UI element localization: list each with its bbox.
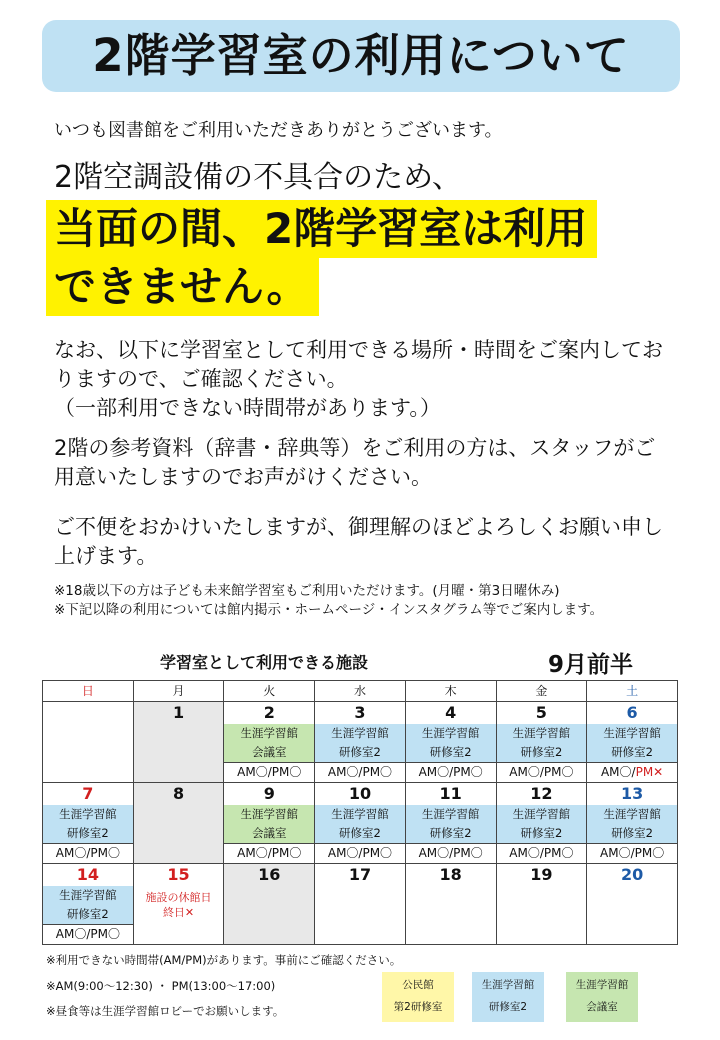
day-number: 2 [263,703,275,722]
facility-name: 生涯学習館 [331,726,389,740]
calendar-day [43,864,134,945]
calendar-day [587,783,678,864]
page-title: 2階学習室の利用について [42,20,680,92]
day-number: 11 [439,784,462,803]
highlight-line-2: できません。 [46,258,319,316]
closed-all-day: 終日✕ [162,906,195,919]
calendar-day [496,864,587,945]
facility-room: 会議室 [252,826,287,840]
facility-name: 生涯学習館 [240,726,298,740]
ampm-status: AM〇/PM〇 [224,843,314,863]
calendar-day [315,702,406,783]
calendar-day [224,702,315,783]
weekday-tue: 火 [224,681,315,702]
facility-label [43,805,133,843]
calendar-title: 学習室として利用できる施設 [160,653,369,672]
facility-label [497,805,587,843]
calendar-day [224,864,315,945]
facility-label [406,724,496,762]
day-number: 16 [258,865,281,884]
lead-text: 2階空調設備の不具合のため、 [54,160,462,195]
facility-label [43,886,133,924]
paragraph-reference-materials: 2階の参考資料（辞書・辞典等）をご利用の方は、スタッフがご用意いたしますのでお声がけください。 [54,436,656,489]
facility-label [406,805,496,843]
day-number: 12 [530,784,553,803]
calendar-week-3 [43,864,678,945]
calendar-day [405,702,496,783]
weekday-fri: 金 [496,681,587,702]
calendar-day [133,702,224,783]
weekday-sun: 日 [43,681,134,702]
facility-name: 生涯学習館 [240,807,298,821]
paragraph-guidance-note: （一部利用できない時間帯があります。） [54,396,441,420]
legend-room: 研修室2 [488,1001,528,1013]
weekday-sat: 土 [587,681,678,702]
calendar-day [496,783,587,864]
ampm-status [587,762,677,782]
closed-day-notice [134,890,224,920]
day-number: 8 [172,784,185,803]
ampm-status: AM〇/PM〇 [224,762,314,782]
day-number: 19 [530,865,553,884]
footer-note-hours: ※AM(9:00～12:30) ・ PM(13:00～17:00) [46,979,276,993]
facility-label [587,724,677,762]
calendar-day [133,783,224,864]
facility-room: 研修室2 [66,826,109,840]
calendar-period: 9月前半 [548,652,634,678]
day-number: 5 [535,703,547,722]
legend-lifelong-learning-meeting-room [566,972,638,1022]
day-number: 20 [620,865,644,884]
facility-room: 研修室2 [429,745,472,759]
weekday-header-row [43,681,678,702]
legend-label: 生涯学習館 [481,979,535,991]
calendar-day-empty [43,702,134,783]
facility-name: 生涯学習館 [512,807,571,821]
day-number: 9 [263,784,275,803]
calendar-day [405,864,496,945]
facility-label [497,724,587,762]
calendar-day [224,783,315,864]
weekday-mon: 月 [133,681,224,702]
day-number: 6 [626,703,638,722]
facility-room: 会議室 [252,745,287,759]
calendar-day [587,864,678,945]
paragraph-guidance: なお、以下に学習室として利用できる場所・時間をご案内しておりますので、ご確認ください。 [54,338,663,391]
calendar-day [43,783,134,864]
calendar-day [133,864,224,945]
day-number: 10 [348,784,372,803]
legend-kominkan [382,972,454,1022]
day-number: 3 [354,703,366,722]
day-number: 1 [172,703,185,722]
facility-room: 研修室2 [429,826,472,840]
ampm-status: AM〇/PM〇 [406,843,496,863]
calendar-day [587,702,678,783]
calendar-day [405,783,496,864]
availability-calendar [42,680,678,945]
facility-name: 生涯学習館 [421,807,480,821]
facility-name: 生涯学習館 [603,807,661,821]
facility-name: 生涯学習館 [331,807,389,821]
pm-unavailable: PM✕ [635,765,664,779]
note-children-study-room: ※18歳以下の方は子ども未来館学習室もご利用いただけます。(月曜・第3日曜休み) [54,583,560,599]
facility-room: 研修室2 [66,907,109,921]
day-number: 15 [167,865,190,884]
legend-room: 会議室 [586,1001,618,1013]
day-number: 18 [439,865,462,884]
day-number: 4 [445,703,457,722]
calendar-day [315,783,406,864]
footer-note-lunch: ※昼食等は生涯学習館ロビーでお願いします。 [46,1004,285,1018]
ampm-status: AM〇/PM〇 [315,843,405,863]
notes-block [54,582,603,620]
day-number: 17 [348,865,372,884]
facility-name: 生涯学習館 [512,726,571,740]
legend-lifelong-learning-room2 [472,972,544,1022]
ampm-status: AM〇/PM〇 [43,924,133,944]
facility-name: 生涯学習館 [603,726,661,740]
paragraph-apology: ご不便をおかけいたしますが、御理解のほどよろしくお願い申し上げます。 [54,515,663,568]
day-number: 14 [76,865,99,884]
facility-room: 研修室2 [339,745,381,759]
ampm-status: AM〇/PM〇 [43,843,133,863]
facility-label [315,805,405,843]
calendar-day [315,864,406,945]
ampm-status: AM〇/PM〇 [587,843,677,863]
ampm-status: AM〇/PM〇 [497,762,587,782]
greeting-text: いつも図書館をご利用いただきありがとうございます。 [54,120,503,141]
facility-room: 研修室2 [339,826,381,840]
note-future-info: ※下記以降の利用については館内掲示・ホームページ・インスタグラム等でご案内します。 [54,602,604,618]
calendar-week-1 [43,702,678,783]
day-number: 13 [620,784,644,803]
facility-name: 生涯学習館 [59,807,117,821]
footer-note-unavailable: ※利用できない時間帯(AM/PM)があります。事前にご確認ください。 [46,953,402,967]
facility-label [224,724,314,762]
legend-label: 公民館 [402,979,434,991]
facility-name: 生涯学習館 [421,726,480,740]
weekday-thu: 木 [405,681,496,702]
facility-room: 研修室2 [520,826,563,840]
facility-label [224,805,314,843]
facility-label [315,724,405,762]
facility-room: 研修室2 [611,826,654,840]
ampm-status: AM〇/PM〇 [406,762,496,782]
calendar-day [496,702,587,783]
ampm-status: AM〇/PM〇 [497,843,587,863]
ampm-status: AM〇/PM〇 [315,762,405,782]
legend-label: 生涯学習館 [575,979,629,991]
facility-label [587,805,677,843]
closed-day-label: 施設の休館日 [145,891,212,904]
weekday-wed: 水 [315,681,406,702]
facility-room: 研修室2 [520,745,563,759]
day-number: 7 [82,784,94,803]
highlight-line-1: 当面の間、2階学習室は利用 [46,200,597,258]
legend-room: 第2研修室 [393,1001,443,1013]
am-status: AM〇/ [600,765,636,779]
facility-room: 研修室2 [611,745,654,759]
calendar-week-2 [43,783,678,864]
facility-name: 生涯学習館 [59,888,117,902]
